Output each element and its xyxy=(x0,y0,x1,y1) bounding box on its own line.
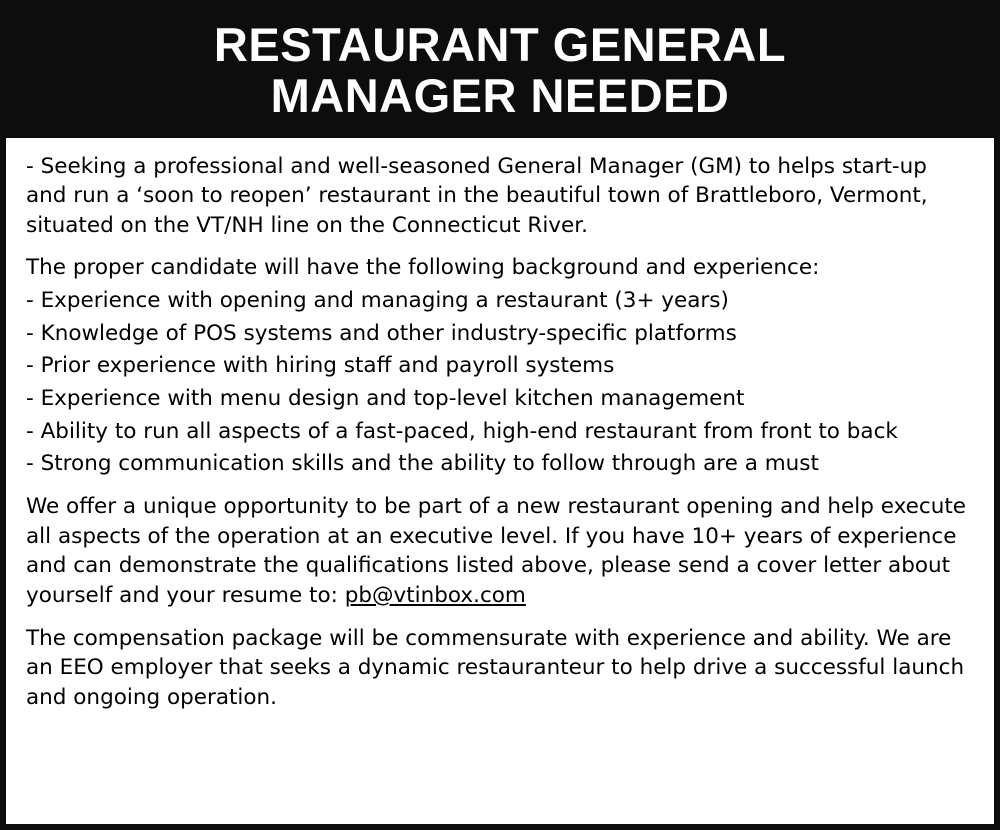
offer-text: We offer a unique opportunity to be part of a new restaurant opening and help execute all aspects of the operation at an executive level. If you have 10+ years of experience and can demonstrate the qualifications listed above, please send a cover letter about yourself and your resume to: xyxy=(26,494,966,609)
ad-inner-frame xyxy=(6,6,994,824)
list-item: - Prior experience with hiring staff and payroll systems xyxy=(26,353,615,379)
intro-paragraph: - Seeking a professional and well-seasoned General Manager (GM) to helps start-up and run a ‘soon to reopen’ restaurant in the beautiful town of Brattleboro, Vermont, situated on the VT/NH line on the Connecticut River. xyxy=(26,153,928,238)
headline-line-1: RESTAURANT GENERAL xyxy=(213,18,787,71)
compensation-paragraph: The compensation package will be commensurate with experience and ability. We are an EEO employer that seeks a dynamic restauranteur to help drive a successful launch and ongoing operation. xyxy=(26,625,965,710)
list-item: - Knowledge of POS systems and other industry-specific platforms xyxy=(26,320,737,346)
headline-line-2: MANAGER NEEDED xyxy=(270,68,730,122)
list-item: - Experience with menu design and top-level kitchen management xyxy=(26,386,745,412)
ad-body xyxy=(6,138,994,825)
contact-email-link[interactable]: pb@vtinbox.com xyxy=(344,583,526,609)
ad-headline xyxy=(6,6,994,138)
requirements-list xyxy=(26,286,974,479)
list-item: - Ability to run all aspects of a fast-paced, high-end restaurant from front to back xyxy=(26,418,898,444)
offer-paragraph xyxy=(26,492,974,611)
list-item: - Experience with opening and managing a restaurant (3+ years) xyxy=(26,288,729,314)
requirements-intro: The proper candidate will have the following background and experience: xyxy=(26,255,820,281)
list-item: - Strong communication skills and the ability to follow through are a must xyxy=(26,451,819,477)
